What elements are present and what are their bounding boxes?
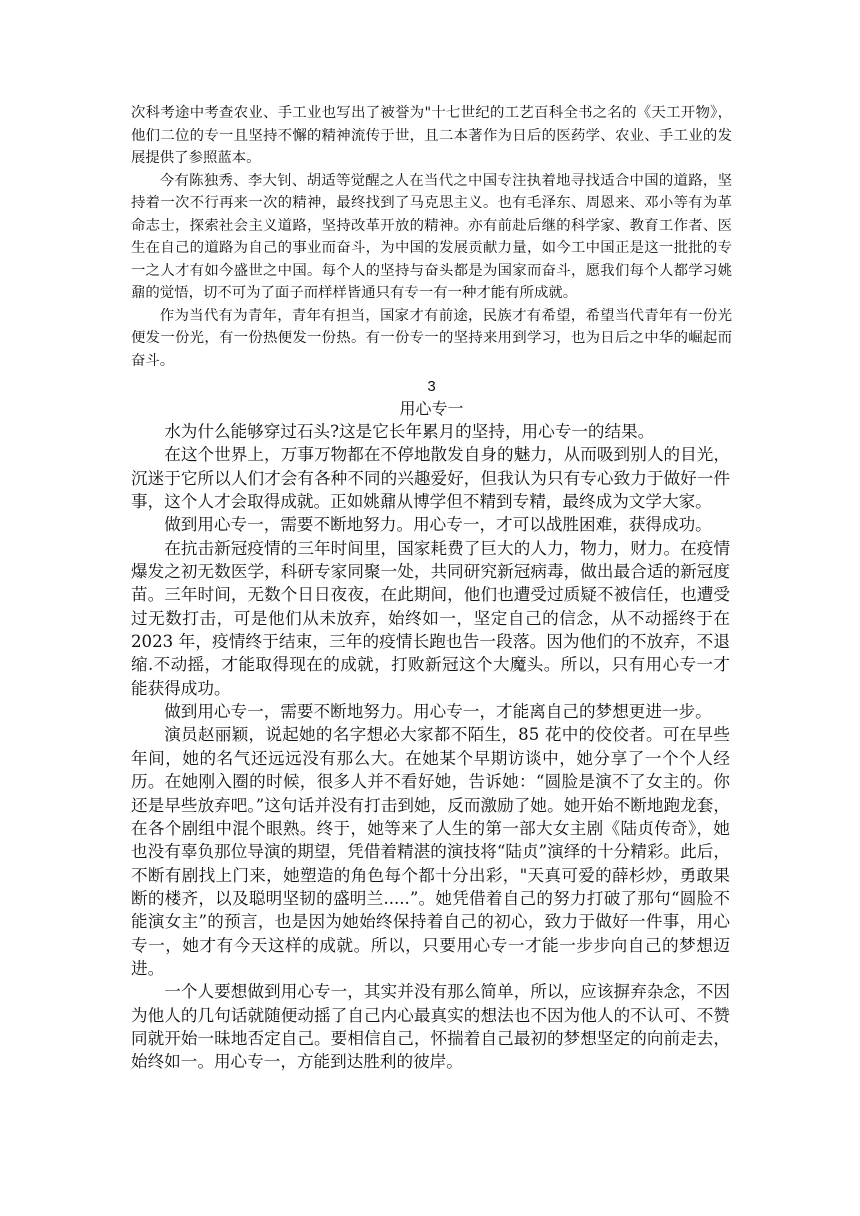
paragraph: 在抗击新冠疫情的三年时间里，国家耗费了巨大的人力，物力，财力。在疫情爆发之初无数医学，科研专家同聚一处，共同研究新冠病毒，做出最合适的新冠度苗。三年时间，无数个日日夜夜，在此期间，他们也遭受过质疑不被信任，也遭受过无数打击，可是他们从未放弃，始终如一，坚定自己的信念，从不动摇终于在 2023 年，疫情终于结束，三年的疫情长跑也告一段落。因为他们的不放弃，不退缩.不动摇，才能取得现在的成就，打败新冠这个大魔头。所以，只有用心专一才能获得成功。: [131, 538, 730, 698]
paragraph: 次科考途中考查农业、手工业也写出了被誉为"十七世纪的工艺百科全书之名的《天工开物》，他们二位的专一且坚持不懈的精神流传于世，且二本著作为日后的医药学、农业、手工业的发展提供了参照蓝本。: [131, 105, 732, 166]
essay-body: [131, 420, 730, 1074]
paragraph: 今有陈独秀、李大钊、胡适等觉醒之人在当代之中国专注执着地寻找适合中国的道路，坚持着一次不行再来一次的精神，最终找到了马克思主义。也有毛泽东、周恩来、邓小等有为革命志士，探索社会主义道路，坚持改革开放的精神。亦有前赴后继的科学家、教育工作者、医生在自己的道路为自己的事业而奋斗，为中国的发展贡献力量，如今工中国正是这一批批的专一之人才有如今盛世之中国。每个人的坚持与奋头都是为国家而奋斗，愿我们每个人都学习姚鼐的觉悟，切不可为了面子而样样皆通只有专一有一种才能有所成就。: [131, 172, 732, 301]
paragraph: 水为什么能够穿过石头?这是它长年累月的坚持，用心专一的结果。: [164, 422, 655, 441]
paragraph: 做到用心专一，需要不断地努力。用心专一，才可以战胜困难，获得成功。: [164, 515, 712, 535]
section-number: 3: [427, 378, 436, 395]
paragraph: 一个人要想做到用心专一，其实并没有那么简单，所以，应该摒弃杂念，不因为他人的几句话就随便动摇了自己内心最真实的想法也不因为他人的不认可、不赞同就开始一昧地否定自己。要相信自己，怀揣着自己最初的梦想坚定的向前走去，始终如一。用心专一，方能到达胜利的彼岸。: [131, 982, 730, 1072]
essay-title: 用心专一: [399, 399, 464, 418]
paragraph: 演员赵丽颖，说起她的名字想必大家都不陌生，85 花中的佼佼者。可在早些年间，她的名气还远远没有那么大。在她某个早期访谈中，她分享了一个个人经历。在她刚入圈的时候，很多人并不看好她，告诉她：“圆脸是演不了女主的。你还是早些放弃吧。”这句话并没有打击到她，反而激励了她。她开始不断地跑龙套，在各个剧组中混个眼熟。终于，她等来了人生的第一部大女主剧《陆贞传奇》，她也没有辜负那位导演的期望，凭借着精湛的演技将“陆贞”演绎的十分精彩。此后，不断有剧找上门来，她塑造的角色每个都十分出彩，"天真可爱的薛杉炒，勇敢果断的楼齐，以及聪明坚韧的盛明兰.....”。她凭借着自己的努力打破了那句“圆脸不能演女主”的预言，也是因为她始终保持着自己的初心，致力于做好一件事，用心专一，她才有今天这样的成就。所以，只要用心专一才能一步步向自己的梦想迈进。: [131, 725, 730, 978]
essay-section-continuation: [131, 102, 732, 372]
paragraph: 作为当代有为青年，青年有担当，国家才有前途，民族才有希望，希望当代青年有一份光便发一份光，有一份热便发一份热。有一份专一的坚持来用到学习，也为日后之中华的崛起而奋斗。: [131, 307, 732, 369]
paragraph: 在这个世界上，万事万物都在不停地散发自身的魅力，从而吸到别人的目光，沉迷于它所以人们才会有各种不同的兴趣爱好，但我认为只有专心致力于做好一件事，这个人才会取得成就。正如姚鼐从博学但不精到专精，最终成为文学大家。: [131, 445, 730, 512]
paragraph: 做到用心专一，需要不断地努力。用心专一，才能离自己的梦想更进一步。: [164, 702, 712, 722]
